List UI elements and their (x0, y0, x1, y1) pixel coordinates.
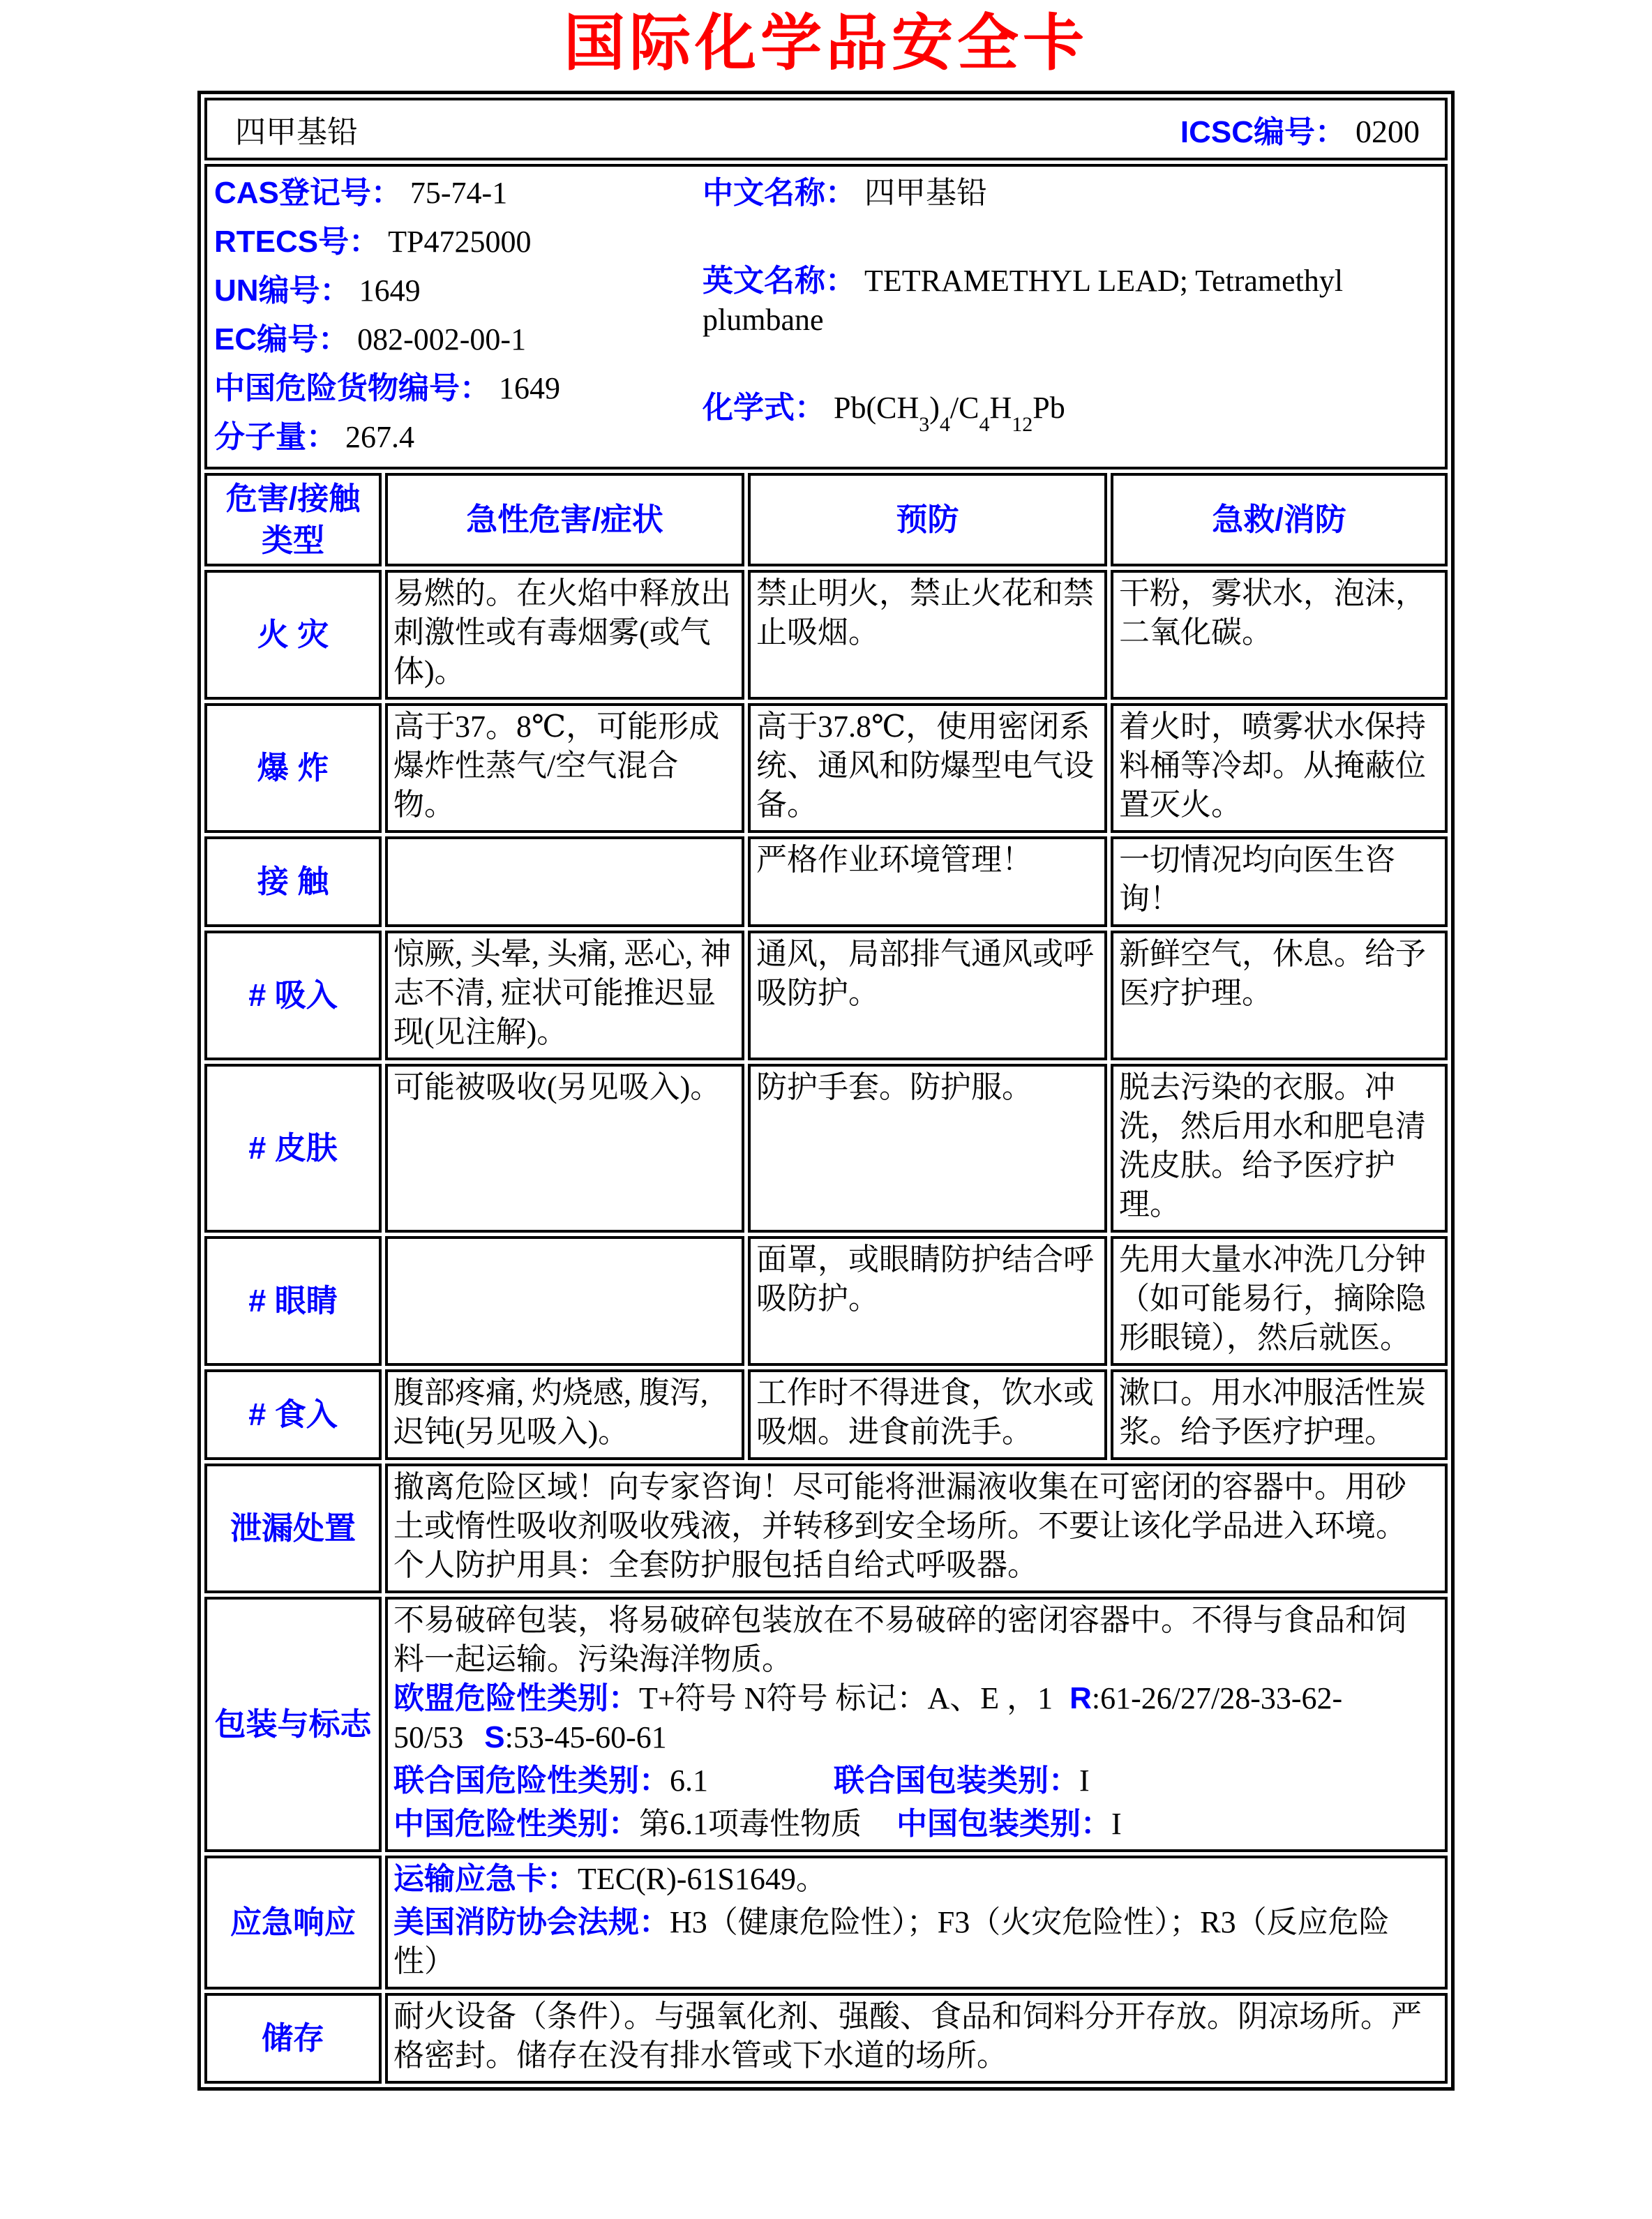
prevention-cell: 通风，局部排气通风或呼吸防护。 (748, 931, 1107, 1060)
s-phrases-value: :53-45-60-61 (504, 1720, 667, 1755)
card-table (201, 94, 1451, 2087)
symptoms-cell: 高于37。8℃，可能形成爆炸性蒸气/空气混合物。 (385, 703, 744, 833)
un-classification (393, 1761, 1424, 1800)
hazard-row-inhalation (204, 931, 1448, 1060)
hazard-type-cell: # 皮肤 (204, 1064, 382, 1233)
section-label: 泄漏处置 (204, 1464, 382, 1593)
hazard-type-cell: 爆 炸 (204, 703, 382, 833)
header-firstaid: 急救/消防 (1111, 473, 1448, 566)
id-left-column (214, 174, 703, 457)
hazard-row-eyes (204, 1236, 1448, 1366)
chinese-name-value: 四甲基铅 (864, 176, 987, 211)
hazard-header-row (204, 473, 1448, 566)
symptoms-cell: 可能被吸收(另见吸入)。 (385, 1064, 744, 1233)
hazard-type-cell: # 眼睛 (204, 1236, 382, 1366)
cas-number-row (214, 174, 703, 213)
un-pack-label: 联合国包装类别： (834, 1763, 1079, 1798)
ec-value: 082-002-00-1 (357, 322, 527, 357)
un-pack-value: I (1079, 1763, 1090, 1798)
hazard-row-skin (204, 1064, 1448, 1233)
identification-cell (204, 164, 1448, 469)
rtecs-number-row (214, 223, 703, 262)
symptoms-cell (385, 836, 744, 927)
cn-pack-label: 中国包装类别： (896, 1807, 1111, 1842)
packaging-row (204, 1597, 1448, 1852)
prevention-cell: 工作时不得进食，饮水或吸烟。进食前洗手。 (748, 1369, 1107, 1460)
english-name-label: 英文名称： (703, 263, 856, 298)
name-cell (204, 98, 1448, 160)
firstaid-cell: 脱去污染的衣服。冲洗，然后用水和肥皂清洗皮肤。给予医疗护理。 (1111, 1064, 1448, 1233)
tec-value: TEC(R)-61S1649。 (578, 1862, 827, 1897)
firstaid-cell: 着火时，喷雾状水保持料桶等冷却。从掩蔽位置灭火。 (1111, 703, 1448, 833)
emergency-cell (385, 1856, 1448, 1989)
cas-value: 75-74-1 (410, 176, 508, 211)
cn-classification (393, 1805, 1424, 1844)
hazard-row-exposure (204, 836, 1448, 927)
firstaid-cell: 漱口。用水冲服活性炭浆。给予医疗护理。 (1111, 1369, 1448, 1460)
cn-class-label: 中国危险性类别： (393, 1807, 639, 1842)
s-phrases-label: S (484, 1720, 505, 1755)
firstaid-cell: 一切情况均向医生咨询！ (1111, 836, 1448, 927)
section-label: 储存 (204, 1993, 382, 2084)
transport-emergency-card (393, 1860, 1424, 1899)
eu-classification (393, 1679, 1424, 1757)
icsc-number (1180, 107, 1420, 151)
rtecs-value: TP4725000 (388, 225, 532, 259)
firstaid-cell: 新鲜空气，休息。给予医疗护理。 (1111, 931, 1448, 1060)
cas-label: CAS登记号： (214, 176, 402, 211)
un-number-row (214, 271, 703, 310)
section-label: 应急响应 (204, 1856, 382, 1989)
nfpa-label: 美国消防协会法规： (393, 1905, 670, 1940)
header-prevention: 预防 (748, 473, 1107, 566)
ec-number-row (214, 320, 703, 359)
section-label: 包装与标志 (204, 1597, 382, 1852)
hazard-type-cell: 火 灾 (204, 570, 382, 700)
page-title: 国际化学品安全卡 (563, 8, 1088, 77)
safety-card (197, 91, 1455, 2091)
icsc-label: ICSC编号： (1180, 115, 1346, 150)
english-name-value: TETRAMETHYL LEAD; Tetramethyl plumbane (703, 263, 1344, 337)
firstaid-cell: 先用大量水冲洗几分钟（如可能易行，摘除隐形眼镜），然后就医。 (1111, 1236, 1448, 1366)
r-phrases-label: R (1069, 1681, 1092, 1716)
un-class-value: 6.1 (670, 1763, 708, 1798)
nfpa-code (393, 1903, 1424, 1981)
hazard-type-cell: # 吸入 (204, 931, 382, 1060)
china-dg-value: 1649 (499, 371, 560, 406)
eu-class-value: T+符号 N符号 标记：A、E ，1 (639, 1681, 1053, 1716)
hazard-row-explosion (204, 703, 1448, 833)
packaging-intro: 不易破碎包装，将易破碎包装放在不易破碎的密闭容器中。不得与食品和饲料一起运输。污染海洋物质。 (393, 1603, 1406, 1677)
ec-label: EC编号： (214, 322, 350, 357)
icsc-value: 0200 (1356, 114, 1420, 150)
hazard-type-cell: 接 触 (204, 836, 382, 927)
un-value: 1649 (359, 273, 421, 308)
r-phrases-value: :61-26/27/28-33-62-50/53 (393, 1681, 1343, 1755)
spill-row (204, 1464, 1448, 1593)
symptoms-cell: 惊厥, 头晕, 头痛, 恶心, 神志不清, 症状可能推迟显现(见注解)。 (385, 931, 744, 1060)
page (0, 8, 1652, 2091)
rtecs-label: RTECS号： (214, 225, 380, 259)
symptoms-cell: 腹部疼痛, 灼烧感, 腹泻, 迟钝(另见吸入)。 (385, 1369, 744, 1460)
identification-row (204, 164, 1448, 469)
chinese-name-label: 中文名称： (703, 176, 856, 211)
header-hazard-type: 危害/接触 类型 (204, 473, 382, 566)
hazard-row-ingestion (204, 1369, 1448, 1460)
eu-class-label: 欧盟危险性类别： (393, 1681, 639, 1716)
un-class-label: 联合国危险性类别： (393, 1763, 670, 1798)
storage-row (204, 1993, 1448, 2084)
cn-class-value: 第6.1项毒性物质 (639, 1807, 862, 1842)
symptoms-cell (385, 1236, 744, 1366)
prevention-cell: 严格作业环境管理！ (748, 836, 1107, 927)
prevention-cell: 面罩，或眼睛防护结合呼吸防护。 (748, 1236, 1107, 1366)
prevention-cell: 防护手套。防护服。 (748, 1064, 1107, 1233)
china-dg-number-row (214, 369, 703, 408)
molecular-weight-label: 分子量： (214, 420, 337, 455)
china-dg-label: 中国危险货物编号： (214, 371, 490, 406)
molecular-weight-row (214, 418, 703, 457)
hazard-row-fire (204, 570, 1448, 700)
prevention-cell: 高于37.8℃，使用密闭系统、通风和防爆型电气设备。 (748, 703, 1107, 833)
emergency-row (204, 1856, 1448, 1989)
chemical-formula-label: 化学式： (703, 390, 825, 425)
symptoms-cell: 易燃的。在火焰中释放出刺激性或有毒烟雾(或气体)。 (385, 570, 744, 700)
un-label: UN编号： (214, 273, 351, 308)
chemical-name: 四甲基铅 (235, 115, 358, 150)
spill-text: 撤离危险区域！向专家咨询！尽可能将泄漏液收集在可密闭的容器中。用砂土或惰性吸收剂吸收残液，并转移到安全场所。不要让该化学品进入环境。个人防护用具：全套防护服包括自给式呼吸器。 (385, 1464, 1448, 1593)
tec-label: 运输应急卡： (393, 1862, 578, 1897)
header-symptoms: 急性危害/症状 (385, 473, 744, 566)
english-name-row (703, 262, 1438, 340)
firstaid-cell: 干粉，雾状水，泡沫，二氧化碳。 (1111, 570, 1448, 700)
packaging-cell (385, 1597, 1448, 1852)
chemical-formula-value: $Pb(CH_3)_4/C_4H_{12}Pb$ (834, 390, 1065, 437)
nfpa-value: H3（健康危险性）；F3（火灾危险性）；R3（反应危险性） (393, 1905, 1390, 1979)
prevention-cell: 禁止明火，禁止火花和禁止吸烟。 (748, 570, 1107, 700)
hazard-type-cell: # 食入 (204, 1369, 382, 1460)
cn-pack-value: I (1111, 1807, 1122, 1842)
storage-text: 耐火设备（条件）。与强氧化剂、强酸、食品和饲料分开存放。阴凉场所。严格密封。储存在没有排水管或下水道的场所。 (385, 1993, 1448, 2084)
id-right-column (703, 174, 1438, 457)
chemical-formula-row (703, 389, 1438, 438)
molecular-weight-value: 267.4 (345, 420, 414, 455)
chinese-name-row (703, 174, 1438, 213)
name-row (204, 98, 1448, 160)
